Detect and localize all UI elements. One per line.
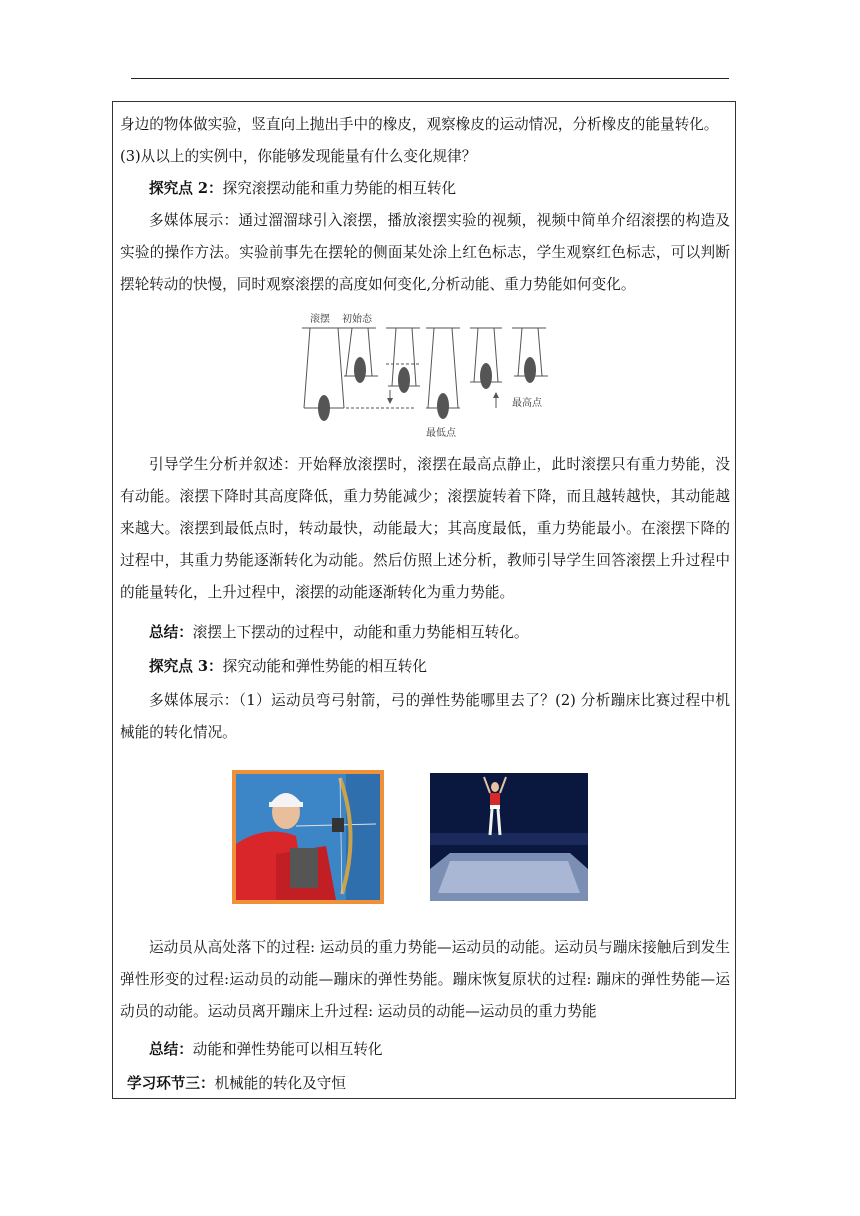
question-energy-rule: (3)从以上的实例中，你能够发现能量有什么变化规律？ <box>120 148 477 165</box>
section-heading-2 <box>120 173 730 205</box>
segment-text-3: 机械能的转化及守恒 <box>214 1075 346 1092</box>
section-label-2: 探究点 2： <box>149 180 223 197</box>
label-initial-state: 初始态 <box>342 314 372 325</box>
summary-label-2: 总结： <box>149 1041 193 1058</box>
section-heading-3 <box>120 651 730 683</box>
header-rule <box>131 78 729 79</box>
section-title-3: 探究动能和弹性势能的相互转化 <box>222 658 427 675</box>
archer-photo <box>232 770 384 904</box>
label-pendulum: 滚摆 <box>310 314 330 325</box>
paragraph-analysis: 引导学生分析并叙述：开始释放滚摆时，滚摆在最高点静止，此时滚摆只有重力势能，没有动能。滚摆下降时其高度降低，重力势能减少；滚摆旋转着下降，而且越转越快，其动能越来越大。滚摆到最低点时，转动最快，动能最大；其高度最低，重力势能最小。在滚摆下降的过程中，其重力势能逐渐转化为动能。然后仿照上述分析，教师引导学生回答滚摆上升过程中的能量转化，上升过程中，滚摆的动能逐渐转化为重力势能。 <box>120 456 730 601</box>
segment-label-3: 学习环节三： <box>127 1075 215 1092</box>
summary-1 <box>120 617 730 649</box>
paragraph-eraser-experiment: 身边的物体做实验，竖直向上抛出手中的橡皮，观察橡皮的运动情况，分析橡皮的能量转化。 <box>120 116 719 133</box>
pendulum-diagram <box>300 310 562 442</box>
summary-label-1: 总结： <box>149 624 193 641</box>
paragraph-multimedia-archery: 多媒体展示：（1）运动员弯弓射箭，弓的弹性势能哪里去了？(2) 分析蹦床比赛过程中机械能的转化情况。 <box>120 692 730 741</box>
summary-text-2: 动能和弹性势能可以相互转化 <box>192 1041 383 1058</box>
section-title-2: 探究滚摆动能和重力势能的相互转化 <box>222 180 457 197</box>
section-label-3: 探究点 3： <box>149 658 223 675</box>
summary-text-1: 滚摆上下摆动的过程中，动能和重力势能相互转化。 <box>192 624 529 641</box>
label-highest-point: 最高点 <box>512 398 542 409</box>
summary-2 <box>120 1034 730 1066</box>
learning-segment-3 <box>127 1068 737 1100</box>
paragraph-multimedia-pendulum: 多媒体展示：通过溜溜球引入滚摆，播放滚摆实验的视频，视频中简单介绍滚摆的构造及实验的操作方法。实验前事先在摆轮的侧面某处涂上红色标志，学生观察红色标志，可以判断摆轮转动的快慢，同时观察滚摆的高度如何变化,分析动能、重力势能如何变化。 <box>120 212 730 293</box>
trampoline-photo <box>430 773 588 901</box>
label-lowest-point: 最低点 <box>426 428 456 439</box>
paragraph-trampoline-analysis: 运动员从高处落下的过程: 运动员的重力势能—运动员的动能。运动员与蹦床接触后到发生弹性形变的过程:运动员的动能—蹦床的弹性势能。蹦床恢复原状的过程: 蹦床的弹性势能—运动员的动能。运动员离开蹦床上升过程: 运动员的动能—运动员的重力势能 <box>120 939 730 1020</box>
